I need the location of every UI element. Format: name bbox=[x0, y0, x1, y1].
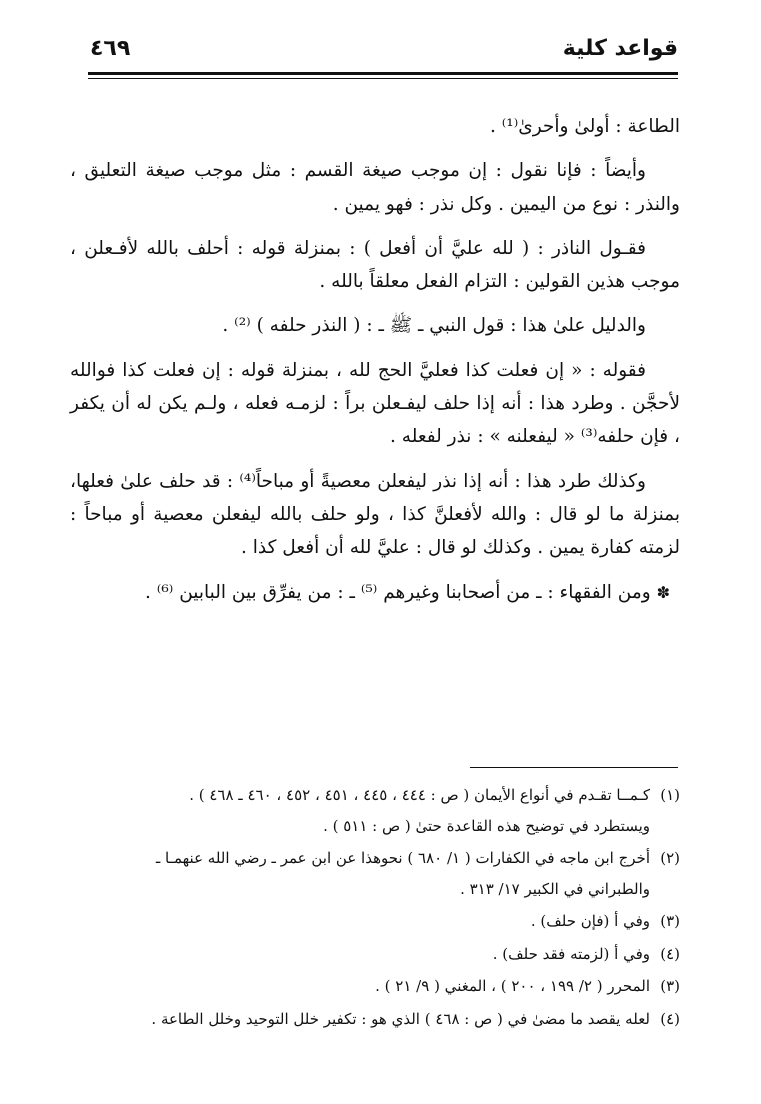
footnote-number: (٤) bbox=[660, 1009, 680, 1028]
main-text bbox=[70, 110, 680, 620]
header-rule-thin bbox=[88, 78, 678, 79]
footnote-number: (٣) bbox=[660, 977, 680, 995]
footnote-continuation: والطبراني في الكبير ١٧/ ٣١٣ . bbox=[460, 879, 650, 898]
page-number: ٤٦٩ bbox=[90, 36, 131, 61]
paragraph: فقـول الناذر : ( لله عليَّ أن أفعل ) : بمنزلة قوله : أحلف بالله لأفـعلن ، موجب هذين القولين : التزام الفعل معلقاً بالله . bbox=[70, 237, 680, 293]
paragraph-starred bbox=[70, 576, 680, 609]
running-header bbox=[88, 34, 678, 72]
footnote-number: (٤) bbox=[660, 944, 680, 963]
asterisk-icon: ✽ bbox=[656, 582, 670, 602]
footnote-continuation: ويستطرد في توضيح هذه القاعدة حتىٰ ( ص : ٥١١ ) . bbox=[323, 816, 650, 835]
paragraph: وأيضاً : فإنا نقول : إن موجب صيغة القسم : مثل موجب صيغة التعليق ، والنذر : نوع من اليمين . وكل نذر : فهو يمين . bbox=[70, 160, 680, 215]
paragraph-text: ومن الفقهاء : ـ من أصحابنا وغيرهم ⁽⁵⁾ ـ : من يفرِّق بين البابين ⁽⁶⁾ . bbox=[145, 581, 651, 603]
footnote bbox=[75, 780, 680, 841]
footnote-number: (١) bbox=[660, 786, 680, 804]
footnote-text: المحرر ( ٢/ ١٩٩ ، ٢٠٠ ) ، المغني ( ٩/ ٢١ ) . bbox=[375, 977, 650, 995]
footnote-text: لعله يقصد ما مضىٰ في ( ص : ٤٦٨ ) الذي هو : تكفير خلل التوحيد وخلل الطاعة . bbox=[151, 1009, 650, 1028]
footnote-number: (٣) bbox=[660, 912, 680, 930]
paragraph: وكذلك طرد هذا : أنه إذا نذر ليفعلن معصيةً أو مباحاً⁽⁴⁾ : قد حلف علىٰ فعلها، بمنزلة ما لو قال : والله لأفعلنَّ كذا ، ولو حلف بالله ليفعلن معصية أو مباحاً : لزمته كفارة يمين . وكذلك لو قال : عليَّ لله أن أفعل كذا . bbox=[70, 470, 680, 559]
paragraph: فقوله : « إن فعلت كذا فعليَّ الحج لله ، بمنزلة قوله : إن فعلت كذا فوالله لأحجَّن . وطرد هذا : أنه إذا حلف ليفـعلن براً : لزمـه فعله ، ولـم يكن له أن يكفر ، فإن حلفه⁽³⁾ « ليفعلنه » : نذر لفعله . bbox=[70, 359, 680, 448]
footnote bbox=[75, 906, 680, 937]
footnote-text: وفي أ (لزمته فقد حلف) . bbox=[492, 944, 650, 963]
footnote-number: (٢) bbox=[660, 849, 680, 867]
footnote-separator bbox=[470, 767, 678, 768]
footnote bbox=[75, 939, 680, 970]
footnote-text: كـمــا تقـدم في أنواع الأيمان ( ص : ٤٤٤ ، ٤٤٥ ، ٤٥١ ، ٤٥٢ ، ٤٦٠ ـ ٤٦٨ ) . bbox=[189, 786, 650, 804]
footnote-text: أخرج ابن ماجه في الكفارات ( ١/ ٦٨٠ ) نحوهذا عن ابن عمر ـ رضي الله عنهمـا ـ bbox=[155, 849, 650, 867]
paragraph: والدليل علىٰ هذا : قول النبي ـ ﷺ ـ : ( النذر حلفه ) ⁽²⁾ . bbox=[222, 315, 646, 337]
running-title: قواعد كلية bbox=[562, 36, 678, 61]
header-rule bbox=[88, 72, 678, 75]
footnote bbox=[75, 971, 680, 1002]
paragraph: الطاعة : أولىٰ وأحرىٰ⁽¹⁾ . bbox=[489, 116, 680, 137]
footnote bbox=[75, 843, 680, 904]
footnote bbox=[75, 1004, 680, 1035]
footnote-text: وفي أ (فإن حلف) . bbox=[530, 912, 650, 930]
footnotes bbox=[75, 780, 680, 1036]
